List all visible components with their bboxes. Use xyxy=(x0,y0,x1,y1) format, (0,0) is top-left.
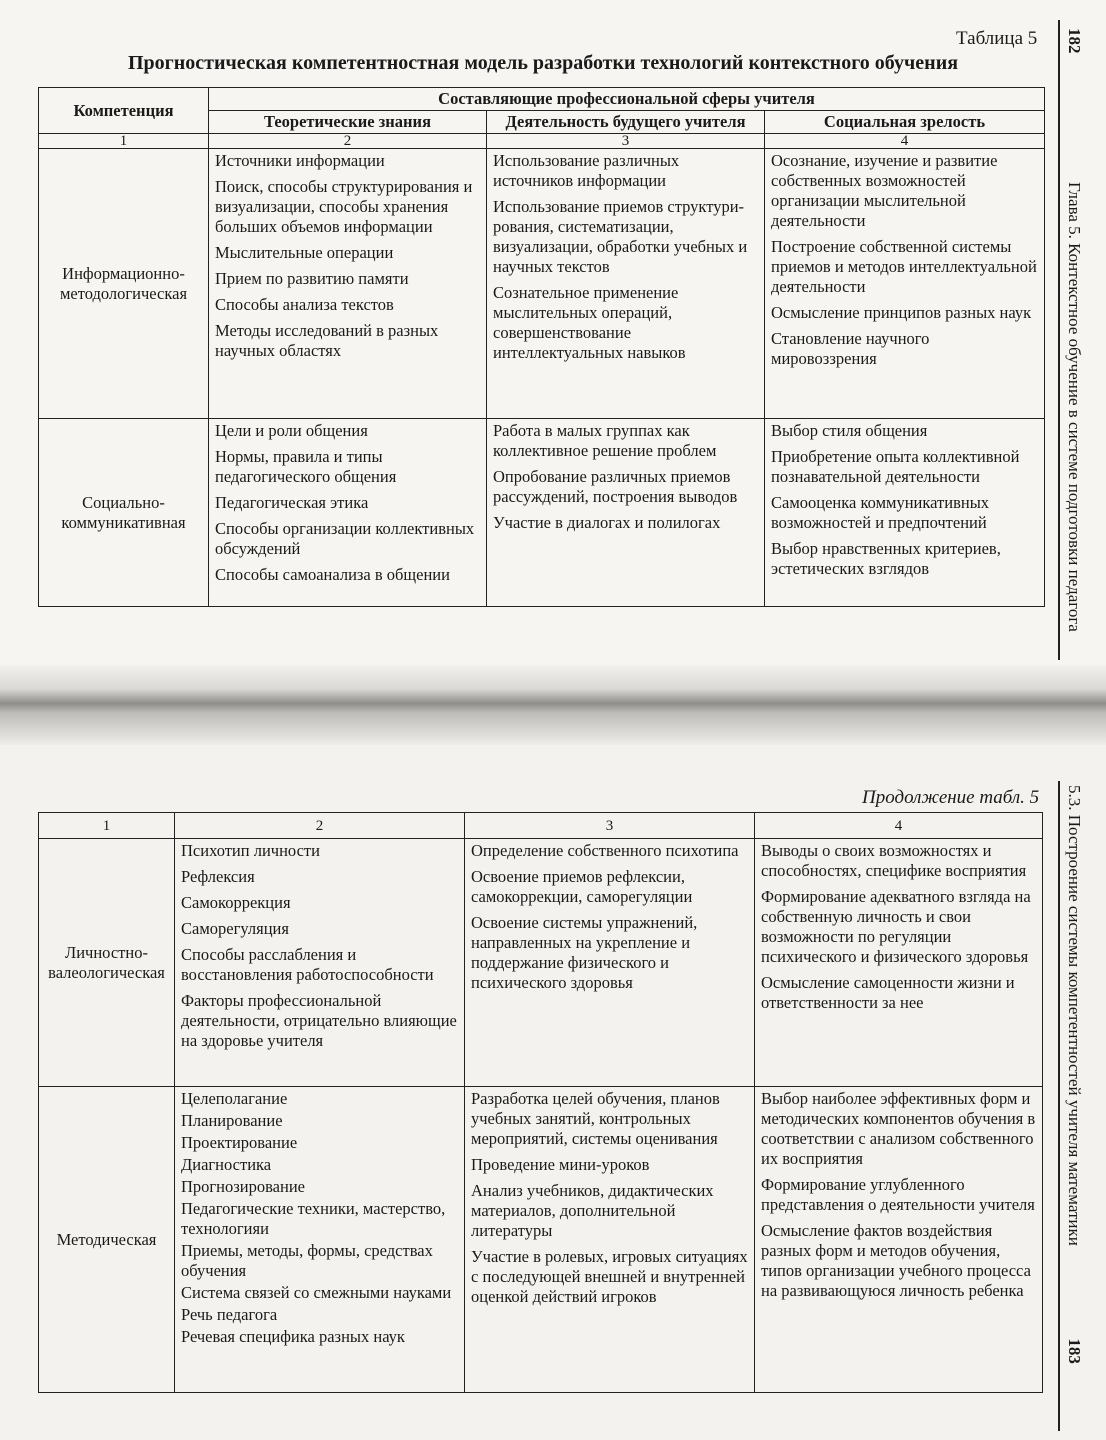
list-item: Осознание, изучение и развитие собственных возможностей организации мыслительной деятельности xyxy=(771,151,998,230)
column-number: 1 xyxy=(39,134,209,149)
page-number: 183 xyxy=(1065,1338,1084,1364)
list-item: Целеполагание xyxy=(181,1089,288,1108)
maturity-cell xyxy=(755,839,1043,1087)
table-row xyxy=(39,149,1045,419)
competence-table-continued xyxy=(38,812,1043,1393)
table-row xyxy=(39,1087,1043,1393)
activity-cell xyxy=(487,149,765,419)
list-item: Педагогическая этика xyxy=(215,493,369,512)
page-183 xyxy=(0,745,1106,1440)
competence-cell: Личностно-валеологическая xyxy=(39,839,175,1087)
column-number-row xyxy=(39,813,1043,839)
column-number-row xyxy=(39,134,1045,149)
running-head xyxy=(1064,28,1084,632)
list-item: Прогнозирование xyxy=(181,1177,305,1196)
maturity-cell xyxy=(765,149,1045,419)
maturity-cell xyxy=(755,1087,1043,1393)
list-item: Самокоррекция xyxy=(181,893,291,912)
list-item: Приемы, методы, формы, средствах обучения xyxy=(181,1241,433,1280)
list-item: Способы организации коллективных обсуждений xyxy=(215,519,475,558)
header-maturity: Социальная зрелость xyxy=(765,111,1045,134)
header-competence: Компетенция xyxy=(39,88,209,134)
activity-cell xyxy=(465,1087,755,1393)
competence-cell: Информационно-методологическая xyxy=(39,149,209,419)
list-item: Освоение системы упражнений, направленных на укрепление и поддержание физического и психического здоровья xyxy=(471,913,698,992)
list-item: Выбор стиля общения xyxy=(771,421,928,440)
list-item: Система связей со смежными науками xyxy=(181,1283,452,1302)
list-item: Планирование xyxy=(181,1111,283,1130)
list-item: Использование приемов структури-рования, систематизации, визуализации, обработки учебных и научных текстов xyxy=(493,197,748,276)
list-item: Разработка целей обучения, планов учебных занятий, контрольных мероприятий, системы оценивания xyxy=(471,1089,720,1148)
list-item: Сознательное применение мыслительных операций, совершенствование интеллектуальных навыков xyxy=(493,283,686,362)
list-item: Саморегуляция xyxy=(181,919,289,938)
list-item: Способы анализа текстов xyxy=(215,295,394,314)
list-item: Приобретение опыта коллективной познавательной деятельности xyxy=(771,447,1020,486)
list-item: Осмысление самоценности жизни и ответственности за нее xyxy=(761,973,1015,1012)
list-item: Анализ учебников, дидактических материалов, дополнительной литературы xyxy=(471,1181,714,1240)
list-item: Выбор наиболее эффективных форм и методических компонентов обучения в соответствии с анализом собственного их восприятия xyxy=(761,1089,1036,1168)
theory-cell xyxy=(209,149,487,419)
running-head xyxy=(1064,785,1084,1364)
list-item: Определение собственного психотипа xyxy=(471,841,739,860)
list-item: Способы расслабления и восстановления работоспособности xyxy=(181,945,434,984)
list-item: Речевая специфика разных наук xyxy=(181,1327,405,1346)
table-title: Прогностическая компетентностная модель разработки технологий контекстного обучения xyxy=(128,52,959,74)
list-item: Источники информации xyxy=(215,151,385,170)
list-item: Речь педагога xyxy=(181,1305,278,1324)
list-item: Факторы профессиональной деятельности, отрицательно влияющие на здоровье учителя xyxy=(181,991,457,1050)
table-label: Таблица 5 xyxy=(956,28,1038,49)
list-item: Использование различных источников информации xyxy=(493,151,680,190)
list-item: Диагностика xyxy=(181,1155,272,1174)
list-item: Способы самоанализа в общении xyxy=(215,565,450,584)
list-item: Мыслительные операции xyxy=(215,243,394,262)
running-head-text: 5.3. Построение системы компетентностей учителя математики xyxy=(1065,785,1084,1246)
list-item: Поиск, способы структурирования и визуализации, способы хранения больших объемов информации xyxy=(215,177,473,236)
column-number: 3 xyxy=(465,813,755,839)
theory-cell xyxy=(209,419,487,607)
list-item: Работа в малых группах как коллективное решение проблем xyxy=(493,421,717,460)
list-item: Цели и роли общения xyxy=(215,421,368,440)
competence-cell: Социально-коммуникативная xyxy=(39,419,209,607)
competence-cell: Методическая xyxy=(39,1087,175,1393)
list-item: Становление научного мировоззрения xyxy=(771,329,930,368)
continuation-label: Продолжение табл. 5 xyxy=(862,787,1040,808)
list-item: Построение собственной системы приемов и методов интеллектуальной деятельности xyxy=(771,237,1037,296)
list-item: Осмысление принципов разных наук xyxy=(771,303,1032,322)
activity-cell xyxy=(465,839,755,1087)
list-item: Прием по развитию памяти xyxy=(215,269,409,288)
running-head-text: Глава 5. Контекстное обучение в системе подготовки педагога xyxy=(1065,182,1084,632)
activity-cell xyxy=(487,419,765,607)
page-number: 182 xyxy=(1065,28,1084,54)
list-item: Участие в диалогах и полилогах xyxy=(493,513,721,532)
list-item: Самооценка коммуникативных возможностей и предпочтений xyxy=(771,493,990,532)
page-182 xyxy=(0,0,1106,665)
table-row xyxy=(39,839,1043,1087)
list-item: Формирование углубленного представления о деятельности учителя xyxy=(761,1175,1035,1214)
theory-cell xyxy=(175,1087,465,1393)
list-item: Проектирование xyxy=(181,1133,298,1152)
column-number: 1 xyxy=(39,813,175,839)
table-row xyxy=(39,419,1045,607)
book-gutter xyxy=(0,665,1106,745)
list-item: Методы исследований в разных научных областях xyxy=(215,321,439,360)
maturity-cell xyxy=(765,419,1045,607)
header-group: Составляющие профессиональной сферы учителя xyxy=(209,88,1045,111)
column-number: 4 xyxy=(765,134,1045,149)
list-item: Выбор нравственных критериев, эстетических взглядов xyxy=(771,539,1001,578)
list-item: Освоение приемов рефлексии, самокоррекции, саморегуляции xyxy=(471,867,693,906)
list-item: Рефлексия xyxy=(181,867,255,886)
column-number: 2 xyxy=(209,134,487,149)
margin-rule xyxy=(1058,781,1060,1431)
list-item: Опробование различных приемов рассуждений, построения выводов xyxy=(493,467,738,506)
list-item: Нормы, правила и типы педагогического общения xyxy=(215,447,397,486)
list-item: Проведение мини-уроков xyxy=(471,1155,650,1174)
column-number: 4 xyxy=(755,813,1043,839)
column-number: 3 xyxy=(487,134,765,149)
header-activity: Деятельность будущего учителя xyxy=(487,111,765,134)
header-theory: Теоретические знания xyxy=(209,111,487,134)
column-number: 2 xyxy=(175,813,465,839)
list-item: Формирование адекватного взгляда на собственную личность и свои возможности по регуляции психического и физического здоровья xyxy=(761,887,1031,966)
theory-cell xyxy=(175,839,465,1087)
list-item: Психотип личности xyxy=(181,841,320,860)
list-item: Осмысление фактов воздействия разных форм и методов обучения, типов организации учебного процесса на развивающуюся личность ребенка xyxy=(761,1221,1031,1300)
margin-rule xyxy=(1058,20,1060,660)
list-item: Участие в ролевых, игровых ситуациях с последующей внешней и внутренней оценкой действий игроков xyxy=(471,1247,748,1306)
list-item: Выводы о своих возможностях и способностях, специфике восприятия xyxy=(761,841,1027,880)
list-item: Педагогические техники, мастерство, технологияи xyxy=(181,1199,446,1238)
competence-table xyxy=(38,87,1045,607)
